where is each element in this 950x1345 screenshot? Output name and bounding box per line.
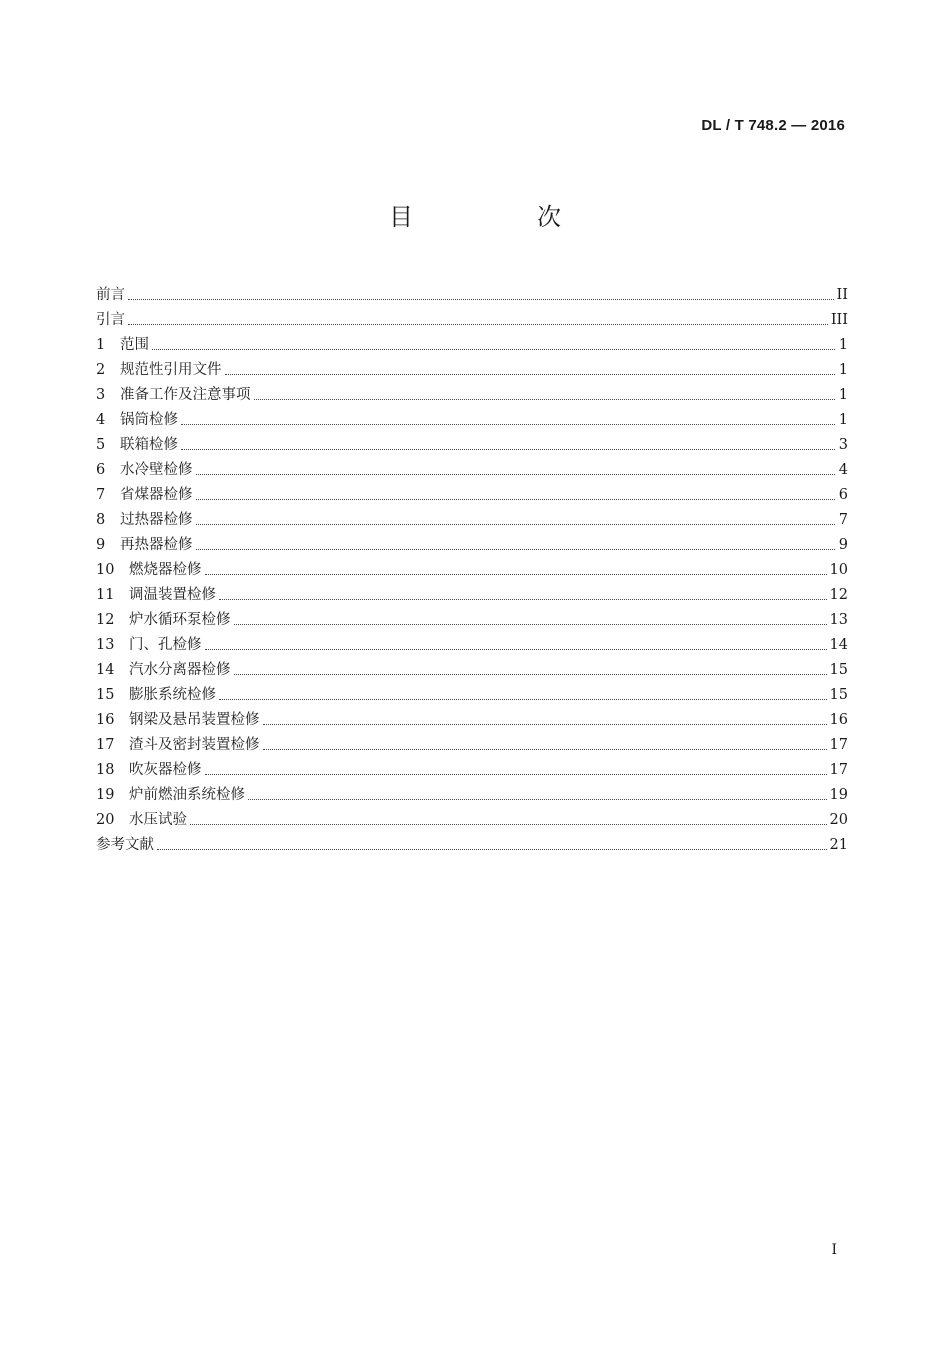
toc-entry-number: 16: [96, 712, 115, 728]
toc-entry-page: 15: [829, 687, 848, 703]
toc-dot-leader: [219, 598, 827, 600]
toc-dot-leader: [234, 673, 827, 675]
toc-dot-leader: [128, 323, 828, 325]
toc-entry-label: 炉前燃油系统检修: [129, 787, 245, 803]
toc-entry-4[interactable]: [96, 405, 848, 430]
toc-dot-leader: [157, 848, 827, 850]
toc-entry-label: 准备工作及注意事项: [120, 387, 251, 403]
toc-entry-page: 4: [838, 462, 848, 478]
toc-entry-number: 20: [96, 812, 115, 828]
toc-entry-label: 燃烧器检修: [129, 562, 202, 578]
toc-entry-label: 渣斗及密封装置检修: [129, 737, 260, 753]
toc-entry-page: 1: [838, 362, 848, 378]
toc-entry-label: 吹灰器检修: [129, 762, 202, 778]
toc-entry-label: 规范性引用文件: [120, 362, 222, 378]
toc-entry-12[interactable]: [96, 605, 848, 630]
toc-entry-label: 省煤器检修: [120, 487, 193, 503]
toc-dot-leader: [196, 548, 836, 550]
toc-entry-label: 范围: [120, 337, 149, 353]
toc-entry-preface[interactable]: [96, 280, 848, 305]
toc-dot-leader: [219, 698, 827, 700]
toc-entry-11[interactable]: [96, 580, 848, 605]
toc-dot-leader: [190, 823, 827, 825]
toc-entry-page: 17: [829, 762, 848, 778]
toc-entry-number: 8: [96, 512, 106, 528]
toc-entry-label: 汽水分离器检修: [129, 662, 231, 678]
toc-entry-label: 过热器检修: [120, 512, 193, 528]
toc-entry-9[interactable]: [96, 530, 848, 555]
standard-code: DL / T 748.2 — 2016: [701, 117, 845, 134]
page-number: I: [831, 1242, 837, 1258]
toc-entry-bibliography[interactable]: [96, 830, 848, 855]
toc-entry-18[interactable]: [96, 755, 848, 780]
toc-entry-number: 17: [96, 737, 115, 753]
toc-entry-page: 10: [829, 562, 848, 578]
toc-entry-number: 5: [96, 437, 106, 453]
toc-entry-label: 调温装置检修: [129, 587, 216, 603]
toc-entry-number: 18: [96, 762, 115, 778]
toc-entry-page: 16: [829, 712, 848, 728]
toc-entry-page: 13: [829, 612, 848, 628]
toc-entry-number: 2: [96, 362, 106, 378]
toc-entry-number: 10: [96, 562, 115, 578]
toc-entry-number: 6: [96, 462, 106, 478]
toc-entry-page: 21: [829, 837, 848, 853]
toc-entry-label: 门、孔检修: [129, 637, 202, 653]
toc-dot-leader: [248, 798, 827, 800]
toc-dot-leader: [205, 773, 827, 775]
toc-entry-number: 14: [96, 662, 115, 678]
toc-entry-14[interactable]: [96, 655, 848, 680]
toc-entry-page: 1: [838, 387, 848, 403]
toc-entry-number: 13: [96, 637, 115, 653]
toc-entry-page: 1: [838, 337, 848, 353]
toc-entry-16[interactable]: [96, 705, 848, 730]
toc-entry-number: 12: [96, 612, 115, 628]
toc-entry-7[interactable]: [96, 480, 848, 505]
toc-entry-number: 19: [96, 787, 115, 803]
toc-entry-number: 7: [96, 487, 106, 503]
toc-entry-label: 炉水循环泵检修: [129, 612, 231, 628]
toc-entry-number: 3: [96, 387, 106, 403]
toc-entry-page: 7: [838, 512, 848, 528]
toc-entry-page: 17: [829, 737, 848, 753]
toc-dot-leader: [152, 348, 835, 350]
toc-entry-page: 14: [829, 637, 848, 653]
toc-entry-label: 联箱检修: [120, 437, 178, 453]
toc-entry-label: 锅筒检修: [120, 412, 178, 428]
toc-entry-label: 参考文献: [96, 837, 154, 853]
toc-entry-page: 9: [838, 537, 848, 553]
toc-entry-label: 前言: [96, 287, 125, 303]
toc-entry-label: 钢梁及悬吊装置检修: [129, 712, 260, 728]
toc-entry-number: 11: [96, 587, 115, 603]
toc-entry-label: 水冷壁检修: [120, 462, 193, 478]
toc-entry-1[interactable]: [96, 330, 848, 355]
toc-dot-leader: [196, 473, 836, 475]
toc-dot-leader: [225, 373, 836, 375]
table-of-contents: [96, 280, 848, 855]
toc-entry-2[interactable]: [96, 355, 848, 380]
toc-entry-17[interactable]: [96, 730, 848, 755]
toc-entry-label: 引言: [96, 312, 125, 328]
toc-dot-leader: [181, 448, 835, 450]
toc-entry-introduction[interactable]: [96, 305, 848, 330]
toc-entry-number: 4: [96, 412, 106, 428]
toc-dot-leader: [263, 723, 827, 725]
toc-entry-label: 水压试验: [129, 812, 187, 828]
toc-entry-page: II: [836, 287, 848, 303]
toc-entry-3[interactable]: [96, 380, 848, 405]
toc-entry-page: 3: [838, 437, 848, 453]
toc-entry-5[interactable]: [96, 430, 848, 455]
toc-entry-8[interactable]: [96, 505, 848, 530]
toc-entry-19[interactable]: [96, 780, 848, 805]
toc-entry-page: 12: [829, 587, 848, 603]
toc-entry-number: 1: [96, 337, 106, 353]
toc-dot-leader: [181, 423, 835, 425]
toc-entry-10[interactable]: [96, 555, 848, 580]
toc-entry-15[interactable]: [96, 680, 848, 705]
toc-dot-leader: [263, 748, 827, 750]
toc-entry-page: 19: [829, 787, 848, 803]
toc-dot-leader: [128, 298, 834, 300]
toc-entry-page: 20: [829, 812, 848, 828]
toc-entry-label: 再热器检修: [120, 537, 193, 553]
toc-entry-number: 9: [96, 537, 106, 553]
toc-entry-page: 6: [838, 487, 848, 503]
toc-dot-leader: [205, 573, 827, 575]
toc-entry-page: III: [830, 312, 848, 328]
toc-entry-label: 膨胀系统检修: [129, 687, 216, 703]
toc-entry-number: 15: [96, 687, 115, 703]
toc-dot-leader: [205, 648, 827, 650]
toc-dot-leader: [196, 523, 836, 525]
toc-dot-leader: [254, 398, 836, 400]
toc-entry-page: 15: [829, 662, 848, 678]
toc-entry-20[interactable]: [96, 805, 848, 830]
toc-entry-page: 1: [838, 412, 848, 428]
toc-entry-13[interactable]: [96, 630, 848, 655]
page-title: 目 次: [389, 203, 611, 231]
toc-dot-leader: [196, 498, 836, 500]
toc-entry-6[interactable]: [96, 455, 848, 480]
toc-dot-leader: [234, 623, 827, 625]
